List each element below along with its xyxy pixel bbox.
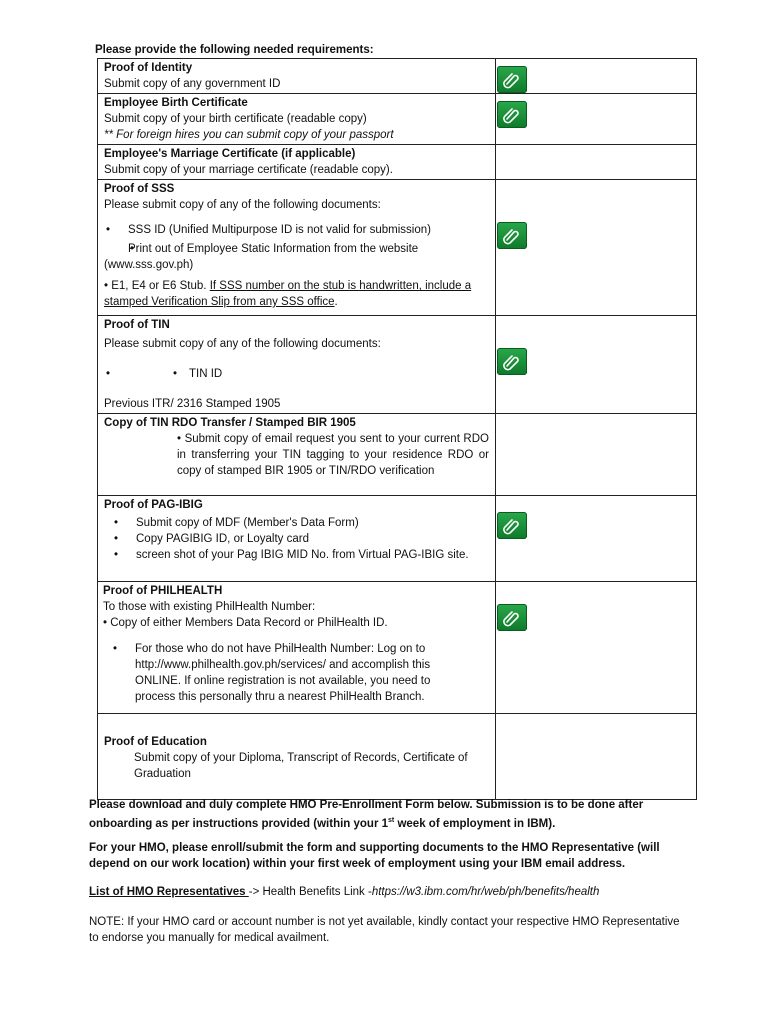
hmo-list-label: List of HMO Representatives [89, 886, 249, 898]
tin-desc: Please submit copy of any of the following documents: [104, 338, 381, 350]
row-birth-certificate [98, 94, 697, 145]
rdo-title: Copy of TIN RDO Transfer / Stamped BIR 1905 [104, 417, 356, 429]
philhealth-existing-bullet: • Copy of either Members Data Record or PhilHealth ID. [103, 617, 388, 629]
hmo-benefits-link[interactable]: https://w3.ibm.com/hr/web/ph/benefits/health [371, 886, 600, 898]
pagibig-title: Proof of PAG-IBIG [104, 499, 203, 511]
tin-bullet-id: • • TIN ID [104, 366, 489, 382]
paperclip-icon [502, 106, 522, 124]
hmo-download-text: Please download and duly complete HMO Pre-Enrollment Form below. Submission is to be done after onboarding as per instructions provided (within your 1 [89, 799, 644, 830]
requirements-table [97, 58, 697, 800]
hmo-list-arrow: -> Health Benefits Link - [248, 886, 372, 898]
pagibig-bullet-id: • Copy PAGIBIG ID, or Loyalty card [104, 531, 489, 547]
pagibig-bullet-screenshot: • screen shot of your Pag IBIG MID No. from Virtual PAG-IBIG site. [104, 547, 489, 563]
birth-title: Employee Birth Certificate [104, 97, 248, 109]
education-title: Proof of Education [104, 736, 207, 748]
row-philhealth [98, 582, 697, 714]
sss-bullet-id: • SSS ID (Unified Multipurpose ID is not valid for submission) [104, 222, 489, 238]
tin-previous-itr: Previous ITR/ 2316 Stamped 1905 [104, 398, 281, 410]
pagibig-bullet-mdf: • Submit copy of MDF (Member's Data Form) [104, 515, 489, 531]
pagibig-attachment-icon[interactable] [497, 512, 527, 539]
sss-bullet-printout: • Print out of Employee Static Information from the website (www.sss.gov.ph) [104, 241, 489, 273]
row-sss [98, 180, 697, 316]
paperclip-icon [502, 71, 522, 89]
hmo-download-sup: st [388, 817, 395, 824]
hmo-download-note [89, 797, 689, 832]
marriage-title: Employee's Marriage Certificate (if applicable) [104, 148, 356, 160]
rdo-bullet: • Submit copy of email request you sent to your current RDO in transferring your TIN tagging to your residence RDO or copy of stamped BIR 1905 or TIN/RDO verification [177, 433, 489, 477]
tin-title: Proof of TIN [104, 319, 170, 331]
sss-stub-plain: E1, E4 or E6 Stub. [111, 280, 210, 292]
hmo-list-line [89, 884, 689, 900]
identity-attachment-icon[interactable] [497, 66, 527, 93]
hmo-card-note [89, 914, 689, 946]
hmo-enroll-note [89, 840, 689, 872]
philhealth-attachment-icon[interactable] [497, 604, 527, 631]
requirements-intro: Please provide the following needed requirements: [95, 44, 374, 56]
paperclip-icon [502, 227, 522, 245]
row-education [98, 714, 697, 800]
rdo-bullet-text: Submit copy of email request you sent to your current RDO in transferring your TIN tagging to your residence RDO or copy of stamped BIR 1905 or TIN/RDO verification [177, 433, 489, 477]
row-marriage-certificate [98, 145, 697, 180]
tin-attachment-icon[interactable] [497, 348, 527, 375]
sss-attachment-icon[interactable] [497, 222, 527, 249]
identity-desc: Submit copy of any government ID [104, 78, 281, 90]
philhealth-title: Proof of PHILHEALTH [103, 585, 223, 597]
paperclip-icon [502, 517, 522, 535]
birth-attachment-icon[interactable] [497, 101, 527, 128]
philhealth-existing: To those with existing PhilHealth Number: [103, 601, 316, 613]
birth-foreign-note: ** For foreign hires you can submit copy of your passport [104, 129, 394, 141]
sss-stub-end: . [334, 296, 338, 308]
row-pagibig [98, 496, 697, 582]
hmo-download-text-end: week of employment in IBM). [394, 817, 556, 830]
philhealth-new-bullet: • For those who do not have PhilHealth Number: Log on to http://www.philhealth.gov.ph/services/ and accomplish this ONLINE. If online registration is not available, you need to process this personally thru a nearest PhilHealth Branch. [103, 641, 489, 705]
sss-bullet-stub: • E1, E4 or E6 Stub. If SSS number on the stub is handwritten, include a stamped Verification Slip from any SSS office. [104, 280, 472, 308]
tin-bullet-id-text: TIN ID [189, 368, 223, 380]
birth-desc: Submit copy of your birth certificate (readable copy) [104, 113, 367, 125]
identity-title: Proof of Identity [104, 62, 193, 74]
paperclip-icon [502, 353, 522, 371]
hmo-card-note-text: NOTE: If your HMO card or account number is not yet available, kindly contact your respective HMO Representative to endorse you manually for medical availment. [89, 916, 680, 944]
row-identity [98, 59, 697, 94]
sss-desc: Please submit copy of any of the following documents: [104, 199, 381, 211]
marriage-desc: Submit copy of your marriage certificate (readable copy). [104, 164, 393, 176]
hmo-enroll-text: For your HMO, please enroll/submit the form and supporting documents to the HMO Representative (will depend on our work location) within your first week of employment using your IBM email address. [89, 842, 660, 870]
row-tin [98, 316, 697, 414]
paperclip-icon [502, 609, 522, 627]
sss-stub-underlined: If SSS number on the stub is handwritten, include a stamped Verification Slip from any SSS office [104, 280, 472, 308]
sss-title: Proof of SSS [104, 183, 175, 195]
row-tin-rdo [98, 414, 697, 496]
education-desc: Submit copy of your Diploma, Transcript of Records, Certificate of Graduation [134, 752, 468, 780]
